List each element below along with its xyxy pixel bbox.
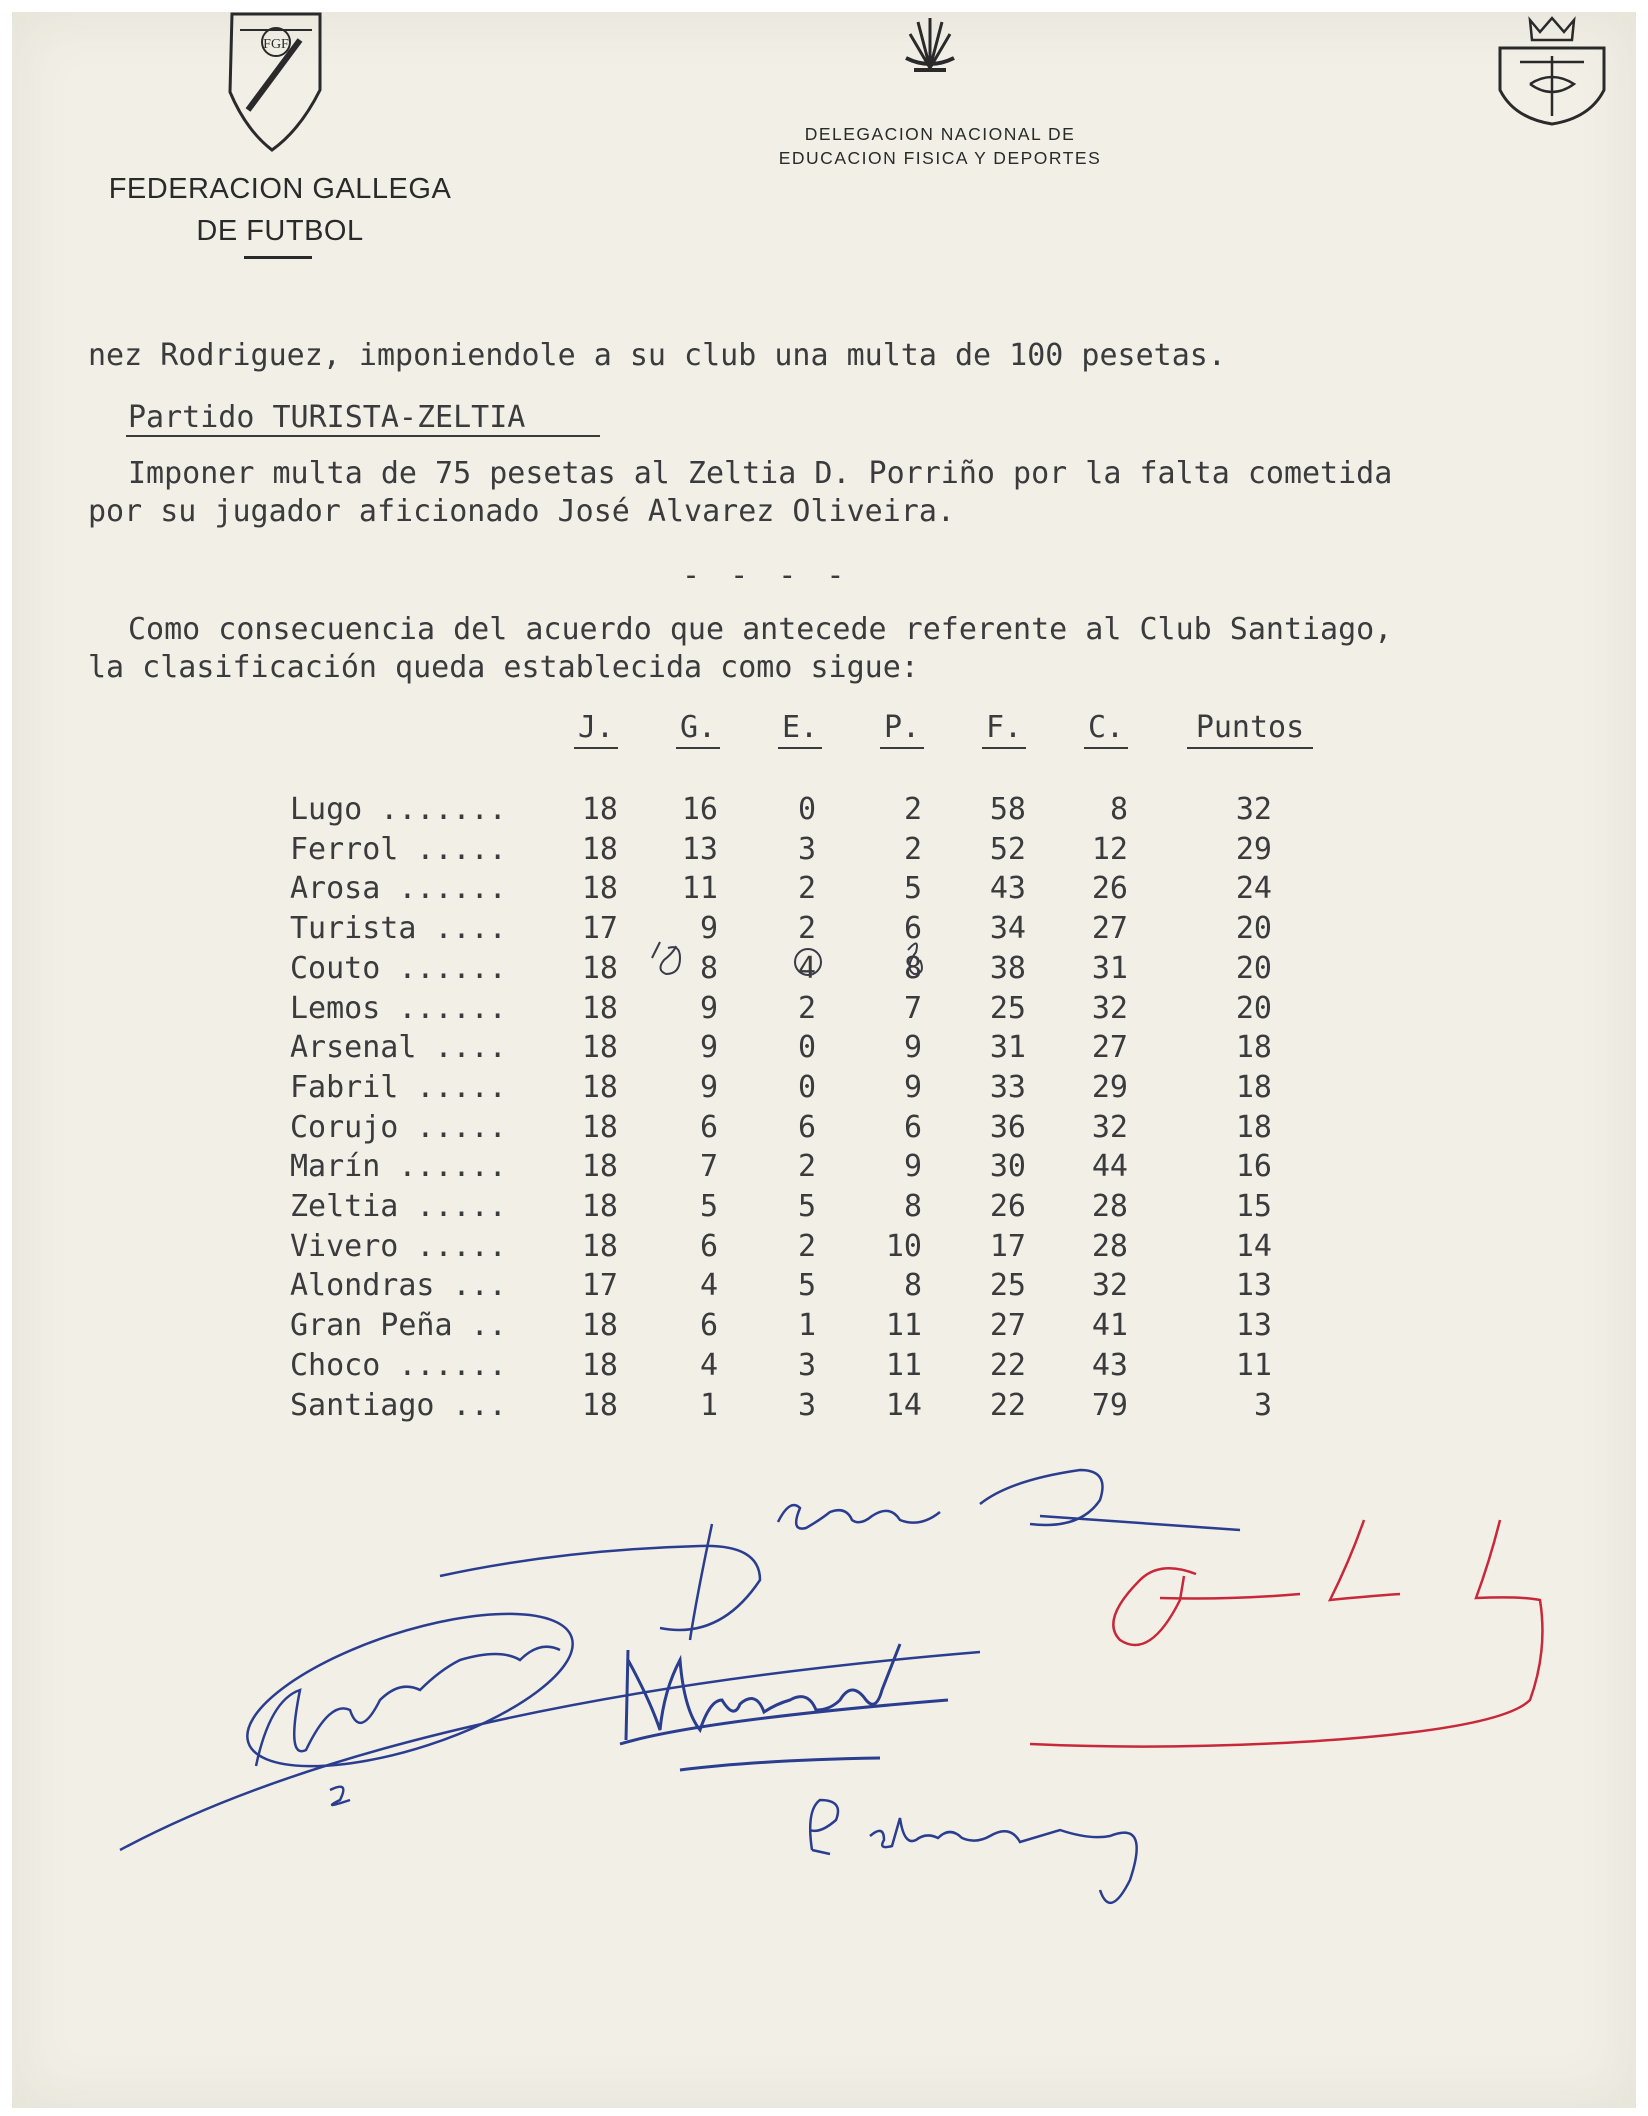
team-name: Ferrol ..... [290,831,507,867]
table-cell: 3 [797,1347,816,1383]
table-cell: 17 [581,1268,618,1304]
team-name: Alondras ... [290,1268,507,1304]
table-cell: 5 [797,1189,816,1224]
signature-blue-left [120,1582,980,1850]
table-cell: 0 [797,792,816,827]
table-cell: 9 [699,911,718,947]
table-cell: 13 [1235,1268,1272,1304]
table-cell: 38 [989,950,1026,986]
table-cell: 9 [903,1069,922,1105]
paragraph-2-line-2: la clasificación queda establecida como sigue: [88,650,919,685]
table-cell: 27 [1091,1030,1128,1066]
table-cell: 4 [699,1347,718,1383]
signature-red [1030,1520,1542,1747]
table-cell: 26 [1091,871,1128,907]
team-name: Gran Peña .. [290,1308,507,1344]
table-cell: 6 [797,1109,816,1145]
table-cell: 2 [903,792,922,827]
table-cell: 26 [989,1189,1026,1224]
table-cell: 18 [581,792,618,827]
table-cell: 31 [1091,950,1128,986]
table-cell: 27 [989,1308,1026,1344]
table-cell: 18 [1235,1069,1272,1105]
table-cell: 6 [699,1228,718,1264]
signature-blue-bottom [810,1800,1137,1903]
table-cell: 20 [1235,911,1272,947]
table-cell: 36 [989,1109,1026,1145]
table-cell: 18 [581,831,618,867]
separator-dashes: - - - - [682,558,851,593]
table-cell: 33 [989,1069,1026,1105]
table-cell: 29 [1091,1069,1128,1105]
team-name: Couto ...... [290,950,507,986]
table-cell: 5 [699,1189,718,1224]
signature-blue-center [620,1644,948,1770]
table-cell: 3 [797,831,816,867]
table-cell: 0 [797,1030,816,1066]
table-cell: 9 [699,1030,718,1066]
table-cell: 10 [885,1228,922,1264]
table-cell: 11 [681,871,718,907]
column-header-label: J. [577,710,615,745]
table-cell: 6 [699,1308,718,1344]
table-cell: 18 [581,1109,618,1145]
column-header-label: F. [985,710,1023,745]
table-cell: 31 [989,1030,1026,1066]
table-cell: 18 [581,1308,618,1344]
table-cell: 30 [989,1149,1026,1185]
table-cell: 2 [797,871,816,907]
table-cell: 4 [797,950,816,986]
signature-blue-top [440,1470,1240,1640]
table-cell: 8 [903,1189,922,1224]
table-cell: 11 [1235,1347,1272,1383]
team-name: Corujo ..... [290,1109,507,1145]
table-cell: 2 [797,990,816,1026]
table-cell: 2 [903,831,922,867]
table-cell: 32 [1091,1109,1128,1145]
table-cell: 52 [989,831,1026,867]
table-cell: 5 [797,1268,816,1304]
table-cell: 12 [1091,831,1128,867]
table-cell: 18 [1235,1030,1272,1066]
table-cell: 17 [581,911,618,947]
table-cell: 9 [699,990,718,1026]
team-name: Vivero ..... [290,1228,507,1264]
federation-name-line2: DE FUTBOL [196,215,364,247]
table-cell: 18 [581,990,618,1026]
table-cell: 28 [1091,1189,1128,1224]
table-cell: 0 [797,1069,816,1105]
table-cell: 8 [699,950,718,986]
federation-name-line1: FEDERACION GALLEGA [108,173,452,205]
table-cell: 32 [1091,990,1128,1026]
table-cell: 18 [581,1069,618,1105]
paragraph-1-line-2: por su jugador aficionado José Alvarez Oliveira. [88,494,955,529]
table-cell: 28 [1091,1228,1128,1264]
table-cell: 2 [797,1149,816,1185]
table-cell: 18 [1235,1109,1272,1145]
team-name: Zeltia ..... [290,1189,507,1224]
table-cell: 43 [1091,1347,1128,1383]
table-cell: 44 [1091,1149,1128,1185]
table-cell: 1 [797,1308,816,1344]
table-cell: 5 [903,871,922,907]
column-header-label: E. [781,710,819,745]
paragraph-2-line-1: Como consecuencia del acuerdo que antecede referente al Club Santiago, [128,612,1393,647]
table-cell: 25 [989,990,1026,1026]
table-cell: 11 [885,1308,922,1344]
table-cell: 15 [1235,1189,1272,1224]
table-cell: 13 [1235,1308,1272,1344]
table-cell: 58 [989,792,1026,827]
table-cell: 29 [1235,831,1272,867]
paragraph-1-line-1: Imponer multa de 75 pesetas al Zeltia D. Porriño por la falta cometida [128,456,1393,491]
team-name: Choco ...... [290,1347,507,1383]
team-name: Arosa ...... [290,871,507,907]
section-title: Partido TURISTA-ZELTIA [128,400,526,435]
table-cell: 3 [797,1387,816,1423]
team-name: Marín ...... [290,1149,507,1185]
table-cell: 17 [989,1228,1026,1264]
table-cell: 18 [581,1189,618,1224]
delegation-line1: DELEGACION NACIONAL DE [804,124,1076,144]
table-cell: 18 [581,1347,618,1383]
table-cell: 43 [989,871,1026,907]
team-name: Santiago ... [290,1387,507,1423]
table-cell: 79 [1091,1387,1128,1423]
table-cell: 3 [1253,1387,1272,1423]
table-cell: 18 [581,950,618,986]
table-cell: 22 [989,1347,1026,1383]
table-cell: 20 [1235,950,1272,986]
table-cell: 14 [1235,1228,1272,1264]
table-cell: 8 [1109,792,1128,827]
table-cell: 18 [581,1228,618,1264]
table-cell: 18 [581,1030,618,1066]
team-name: Turista .... [290,911,507,947]
table-cell: 18 [581,871,618,907]
table-cell: 9 [903,1149,922,1185]
svg-text:FGF: FGF [263,37,289,52]
body-line-1: nez Rodriguez, imponiendole a su club una multa de 100 pesetas. [88,338,1226,373]
table-cell: 6 [903,1109,922,1145]
table-cell: 32 [1091,1268,1128,1304]
table-cell: 7 [903,990,922,1026]
table-cell: 18 [581,1387,618,1423]
team-name: Fabril ..... [290,1069,507,1105]
column-header-label: C. [1087,710,1125,745]
column-header-label: G. [679,710,717,745]
table-cell: 9 [903,1030,922,1066]
table-cell: 9 [699,1069,718,1105]
team-name: Lugo ....... [290,792,507,827]
table-cell: 14 [885,1387,922,1423]
table-cell: 8 [903,1268,922,1304]
table-cell: 18 [581,1149,618,1185]
table-cell: 22 [989,1387,1026,1423]
table-cell: 20 [1235,990,1272,1026]
team-name: Lemos ...... [290,990,507,1026]
table-cell: 41 [1091,1308,1128,1344]
table-cell: 4 [699,1268,718,1304]
table-cell: 24 [1235,871,1272,907]
table-cell: 34 [989,911,1026,947]
column-header-label: Puntos [1195,710,1305,745]
delegation-line2: EDUCACION FISICA Y DEPORTES [778,148,1102,168]
table-cell: 16 [681,792,718,827]
table-cell: 7 [699,1149,718,1185]
table-cell: 13 [681,831,718,867]
table-cell: 6 [903,911,922,947]
handwritten-corrections [652,942,922,975]
table-cell: 2 [797,1228,816,1264]
table-cell: 6 [699,1109,718,1145]
table-cell: 2 [797,911,816,947]
table-cell: 1 [699,1387,718,1423]
table-cell: 27 [1091,911,1128,947]
table-cell: 11 [885,1347,922,1383]
table-cell: 8 [903,950,922,986]
table-cell: 32 [1235,792,1272,827]
table-cell: 25 [989,1268,1026,1304]
table-cell: 16 [1235,1149,1272,1185]
team-name: Arsenal .... [290,1030,507,1066]
column-header-label: P. [883,710,921,745]
